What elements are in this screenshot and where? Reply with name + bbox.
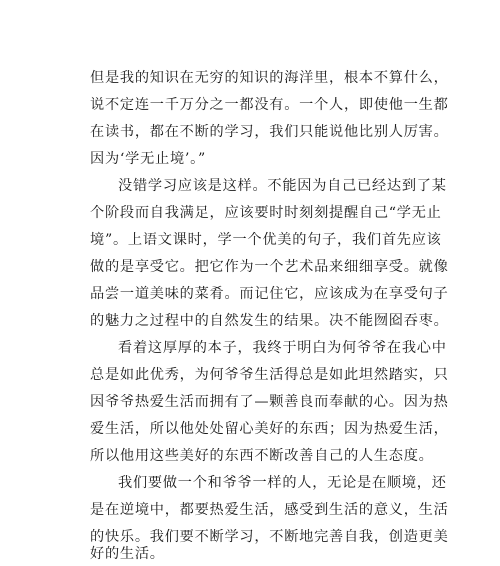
text-line: 爱生活，所以他处处留心美好的东西；因为热爱生活，: [90, 421, 449, 437]
text-line: 好的生活。: [90, 546, 165, 562]
text-line: 境”。上语文课时，学一个优美的句子，我们首先应该: [90, 232, 442, 248]
text-line: 品尝一道美味的菜肴。而记住它，应该成为在享受句子: [90, 286, 449, 302]
text-line: 的魅力之过程中的自然发生的结果。决不能囫囵吞枣。: [90, 313, 449, 329]
text-line: 的快乐。我们要不断学习，不断地完善自我，创造更美: [90, 529, 449, 545]
paragraph-first-line: 看着这厚厚的本子，我终于明白为何爷爷在我心中: [118, 340, 447, 356]
text-line: 在读书，都在不断的学习，我们只能说他比别人厉害。: [90, 124, 449, 140]
paragraph-first-line: 我们要做一个和爷爷一样的人，无论是在顺境，还: [118, 475, 447, 491]
paragraph-first-line: 没错学习应该是这样。不能因为自己已经达到了某: [118, 178, 447, 194]
text-line: 说不定连一千万分之一都没有。一个人，即使他一生都: [90, 97, 449, 113]
text-line: 因爷爷热爱生活而拥有了—颗善良而奉献的心。因为热: [90, 394, 449, 410]
text-line: 个阶段而自我满足，应该要时时刻刻提醒自己“学无止: [90, 205, 442, 221]
text-line: 总是如此优秀，为何爷爷生活得总是如此坦然踏实，只: [90, 367, 449, 383]
text-line: 是在逆境中，都要热爱生活，感受到生活的意义，生活: [90, 502, 449, 518]
text-line: 但是我的知识在无穷的知识的海洋里，根本不算什么，: [90, 70, 449, 86]
text-line: 做的是享受它。把它作为一个艺术品来细细享受。就像: [90, 259, 449, 275]
text-line: 所以他用这些美好的东西不断改善自己的人生态度。: [90, 448, 434, 464]
text-line: 因为‘学无止境’。”: [90, 151, 206, 167]
